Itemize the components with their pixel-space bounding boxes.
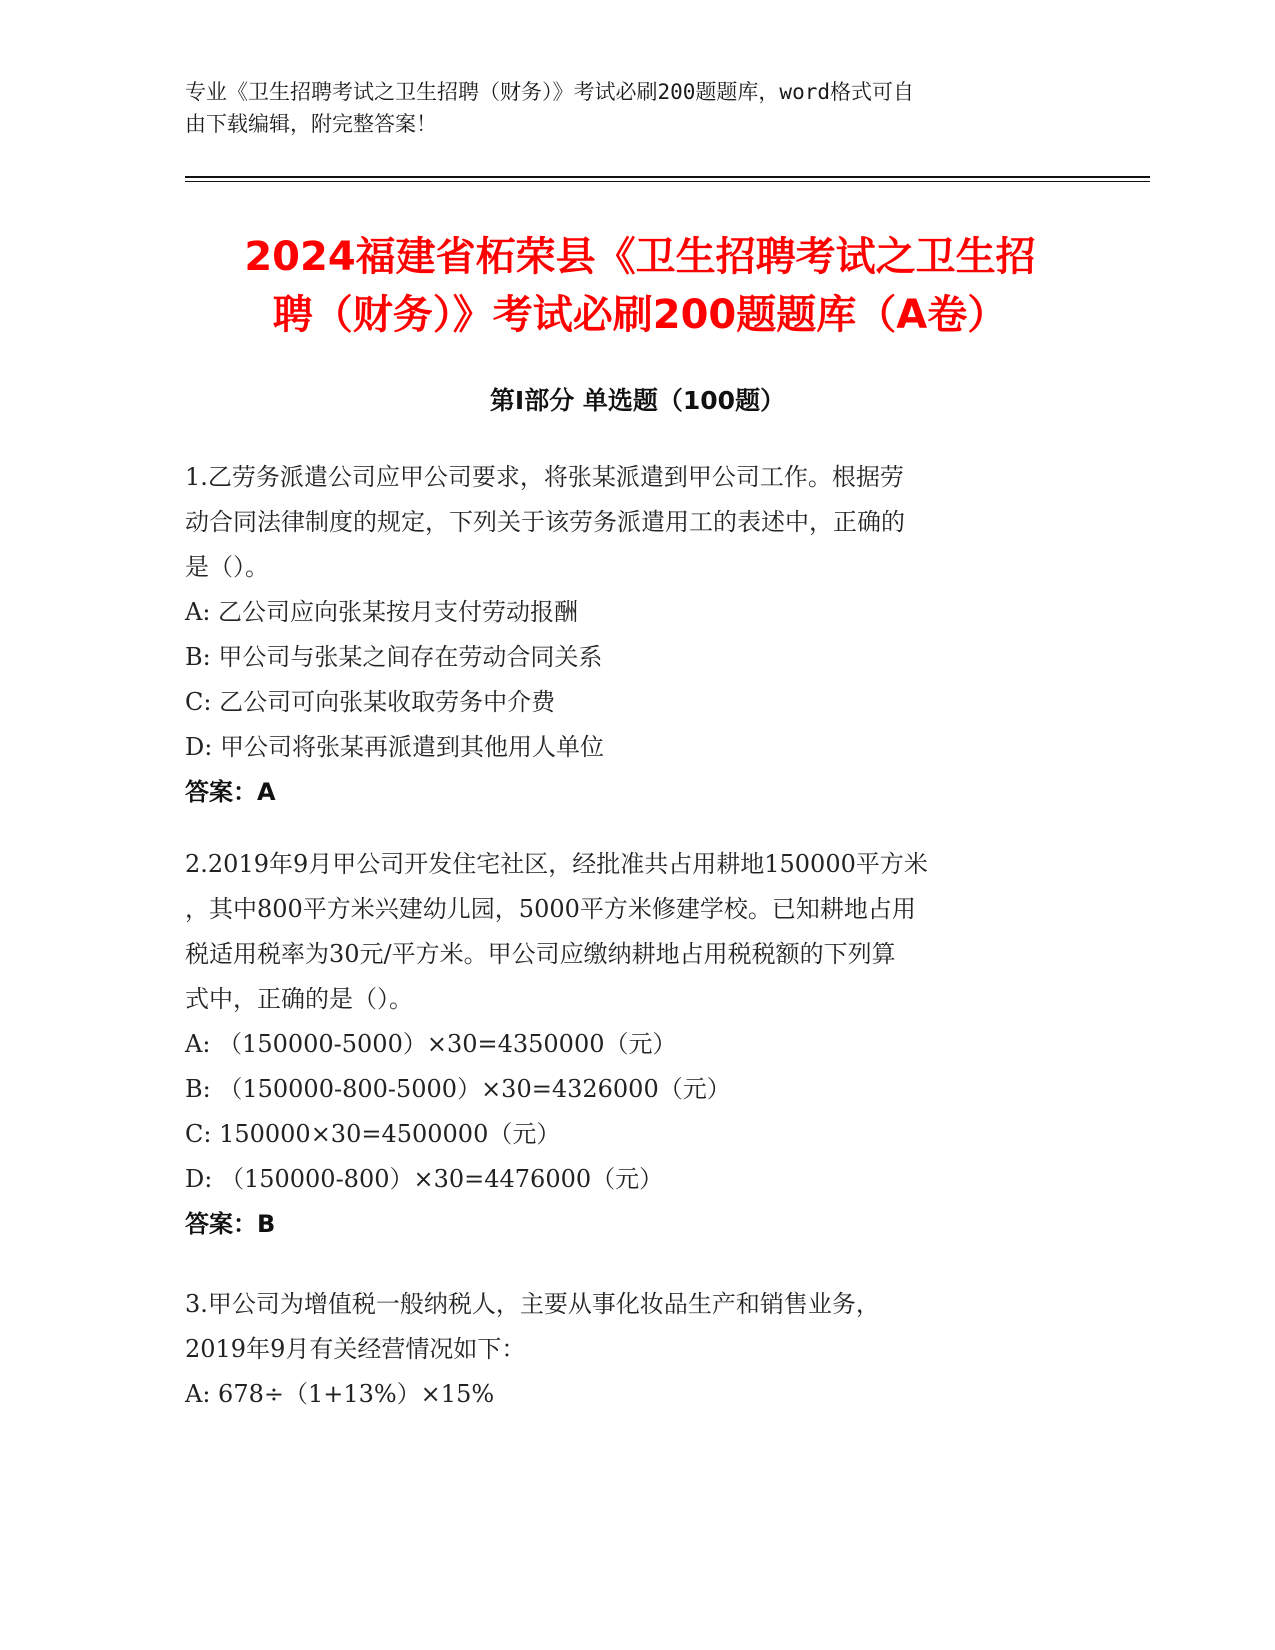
question-2 xyxy=(185,842,1065,1247)
option-d: D: （150000-800）×30=4476000（元） xyxy=(185,1165,664,1193)
option-b: B: 甲公司与张某之间存在劳动合同关系 xyxy=(185,643,603,671)
header-divider xyxy=(185,176,1150,178)
header-note-line: 专业《卫生招聘考试之卫生招聘（财务）》考试必刷200题题库，word格式可自 xyxy=(185,80,914,104)
question-stem xyxy=(185,1282,1065,1372)
option-b: B: （150000-800-5000）×30=4326000（元） xyxy=(185,1075,731,1103)
option-a: A: 678÷（1+13%）×15% xyxy=(185,1380,495,1408)
question-stem xyxy=(185,455,1065,590)
question-stem xyxy=(185,842,1065,1022)
header-note xyxy=(185,76,1065,140)
title-line: 聘（财务）》考试必刷200题题库（A卷） xyxy=(272,292,1008,338)
stem-line: 2019年9月有关经营情况如下： xyxy=(185,1335,526,1363)
stem-line: 动合同法律制度的规定，下列关于该劳务派遣用工的表述中，正确的 xyxy=(185,508,905,536)
option-c: C: 150000×30=4500000（元） xyxy=(185,1120,561,1148)
question-1 xyxy=(185,455,1065,815)
section-heading: 第I部分 单选题（100题） xyxy=(489,386,786,415)
header-note-line: 由下载编辑，附完整答案！ xyxy=(185,112,437,136)
stem-line: 1.乙劳务派遣公司应甲公司要求，将张某派遣到甲公司工作。根据劳 xyxy=(185,463,904,491)
stem-line: 2.2019年9月甲公司开发住宅社区，经批准共占用耕地150000平方米 xyxy=(185,850,928,878)
stem-line: ，其中800平方米兴建幼儿园，5000平方米修建学校。已知耕地占用 xyxy=(185,895,916,923)
stem-line: 式中，正确的是（）。 xyxy=(185,985,413,1013)
option-a: A: 乙公司应向张某按月支付劳动报酬 xyxy=(185,598,579,626)
stem-line: 3.甲公司为增值税一般纳税人，主要从事化妆品生产和销售业务， xyxy=(185,1290,880,1318)
option-a: A: （150000-5000）×30=4350000（元） xyxy=(185,1030,677,1058)
question-3 xyxy=(185,1282,1065,1417)
answer-label: 答案：B xyxy=(185,1210,276,1238)
option-d: D: 甲公司将张某再派遣到其他用人单位 xyxy=(185,733,604,761)
title-line: 2024福建省柘荣县《卫生招聘考试之卫生招 xyxy=(244,234,1036,280)
stem-line: 是（）。 xyxy=(185,553,269,581)
header-divider-thin xyxy=(185,181,1150,182)
answer-label: 答案：A xyxy=(185,778,276,806)
option-c: C: 乙公司可向张某收取劳务中介费 xyxy=(185,688,556,716)
stem-line: 税适用税率为30元/平方米。甲公司应缴纳耕地占用税税额的下列算 xyxy=(185,940,896,968)
document-title xyxy=(190,228,1090,344)
